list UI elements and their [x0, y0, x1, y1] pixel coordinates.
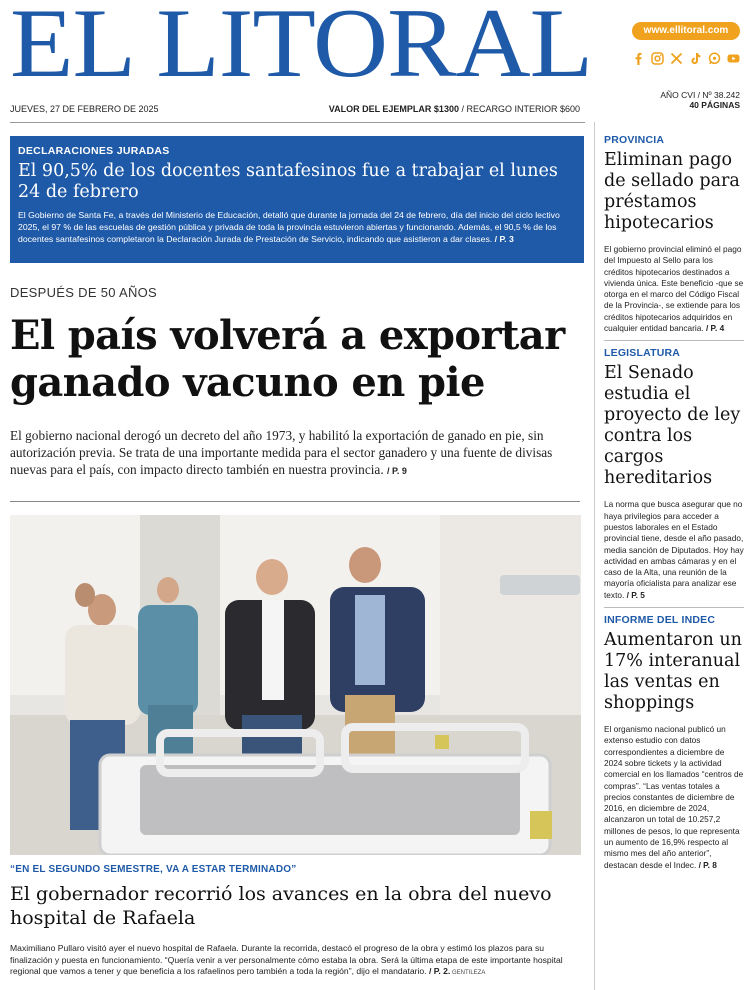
sidebar-story[interactable] — [604, 134, 744, 334]
tiktok-icon[interactable] — [689, 52, 702, 65]
photo-story-headline[interactable]: El gobernador recorrió los avances en la obra del nuevo hospital de Rafaela — [10, 883, 552, 929]
hospital-photo[interactable] — [10, 515, 581, 855]
featured-page-ref[interactable]: / P. 3 — [494, 234, 514, 244]
sidebar-body-text: El organismo nacional publicó un extenso estudio con datos correspondientes a diciembre de 2024 sobre tickets y la actividad comercial en los llamados “centros de compras”. “Las ventas totales a precios constantes de diciembre de 2016, en diciembre de 2024, alcanzaron un total de 10.257,2 millones de pesos, lo que representa un aumento de 16,9% respecto al mismo mes del año anterior”, destacan desde el Indec. — [604, 724, 744, 870]
featured-kicker: DECLARACIONES JURADAS — [18, 145, 170, 157]
main-body — [10, 427, 585, 480]
website-badge[interactable]: www.ellitoral.com — [632, 22, 740, 40]
x-icon[interactable] — [670, 52, 683, 65]
sidebar-body-text: El gobierno provincial eliminó el pago del Impuesto al Sello para los créditos hipotecarios destinados a vivienda única. Este beneficio -que se otorga en el marco del Código Fiscal de la Provincia-, se extiende para los créditos hipotecarios adquiridos en cualquier entidad bancaria. — [604, 244, 744, 334]
sidebar-headline[interactable]: Aumentaron un 17% interanual las ventas en shoppings — [604, 630, 742, 714]
sidebar-body — [604, 724, 744, 871]
whatsapp-icon[interactable] — [708, 52, 721, 65]
sidebar-column — [604, 134, 744, 871]
sidebar-page-ref[interactable]: / P. 4 — [705, 323, 725, 334]
price-label: VALOR DEL EJEMPLAR $1300 — [328, 104, 459, 114]
instagram-icon[interactable] — [651, 52, 664, 65]
featured-body — [18, 209, 576, 245]
hospital-photo-illustration — [10, 515, 581, 855]
featured-story-box[interactable] — [10, 136, 584, 263]
sidebar-section-label: LEGISLATURA — [604, 347, 681, 360]
sidebar-body — [604, 499, 744, 601]
main-kicker: DESPUÉS DE 50 AÑOS — [10, 285, 158, 300]
price-info — [329, 103, 580, 115]
sidebar-section-label: INFORME DEL INDEC — [604, 614, 716, 627]
social-icons — [632, 52, 740, 65]
photo-story-text: Maximiliano Pullaro visitó ayer el nuevo hospital de Rafaela. Durante la recorrida, destacó el progreso de la obra y estimó los plazos para su finalización y puesta en funcionamiento. “Quería venir a ver personalmente cómo estaba la obra. Será la última etapa de este importante hospital regional que vamos a tener y que beneficia a los rafaelinos pero también a toda la región”, dijo el mandatario. — [10, 943, 563, 976]
issue-date: JUEVES, 27 DE FEBRERO DE 2025 — [10, 104, 159, 114]
photo-story-page-ref[interactable]: / P. 2. — [428, 966, 451, 976]
sidebar-divider — [604, 340, 744, 341]
sidebar-headline[interactable]: El Senado estudia el proyecto de ley contra los cargos hereditarios — [604, 363, 741, 489]
main-page-ref[interactable]: / P. 9 — [386, 466, 407, 476]
sidebar-headline[interactable]: Eliminan pago de sellado para préstamos hipotecarios — [604, 150, 740, 233]
main-body-text: El gobierno nacional derogó un decreto del año 1973, y habilitó la exportación de ganado en pie, sin autorización previa. Se trata de una importante medida para el sector ganadero y una fuente de divisas nuevas para el país, con impacto directo también en nuestra provincia. — [10, 428, 553, 477]
sidebar-page-ref[interactable]: / P. 8 — [698, 859, 717, 870]
youtube-icon[interactable] — [727, 52, 740, 65]
featured-body-text: El Gobierno de Santa Fe, a través del Ministerio de Educación, detalló que durante la jornada del 24 de febrero, día del inicio del ciclo lectivo 2025, el 97 % de las escuelas de gestión pública y privada de toda la provincia estuvieron abiertas y funcionando. Además, el 90,5 % de los docentes santafesinos completaron la Declaración Jurada de Prestación de Servicio, indicando que asistieron a dar clases. — [18, 210, 560, 244]
featured-headline[interactable]: El 90,5% de los docentes santafesinos fue a trabajar el lunes 24 de febrero — [18, 161, 558, 202]
photo-credit: GENTILEZA — [450, 970, 486, 976]
sidebar-story[interactable] — [604, 614, 744, 871]
photo-story-body — [10, 943, 585, 980]
sidebar-body — [604, 244, 744, 334]
facebook-icon[interactable] — [632, 52, 645, 65]
main-headline[interactable]: El país volverá a exportar ganado vacuno en pie — [10, 312, 565, 406]
dateline — [10, 103, 580, 115]
photo-story-kicker: “EN EL SEGUNDO SEMESTRE, VA A ESTAR TERMINADO” — [10, 864, 297, 875]
column-divider — [594, 122, 595, 990]
sidebar-story[interactable] — [604, 347, 744, 601]
header-divider — [10, 122, 585, 123]
sidebar-section-label: PROVINCIA — [604, 134, 665, 146]
section-divider — [10, 501, 580, 502]
edition-number: AÑO CVI / Nº 38.242 — [660, 90, 740, 100]
sidebar-page-ref[interactable]: / P. 5 — [626, 589, 645, 600]
edition-info — [660, 90, 740, 110]
surcharge-label: / RECARGO INTERIOR $600 — [458, 104, 580, 114]
sidebar-body-text: La norma que busca asegurar que no haya privilegios para acceder a puestos laborales en el Estado provincial tiene, desde el año pasado, media sanción de Diputados. Hoy hay actividad en ambas cámaras y en el caso de la Alta, una reunión de la mayoría oficialista para analizar ese texto. — [604, 499, 744, 600]
page-count: 40 PÁGINAS — [689, 100, 740, 110]
newspaper-logo: EL LITORAL — [10, 0, 593, 98]
sidebar-divider — [604, 607, 744, 608]
